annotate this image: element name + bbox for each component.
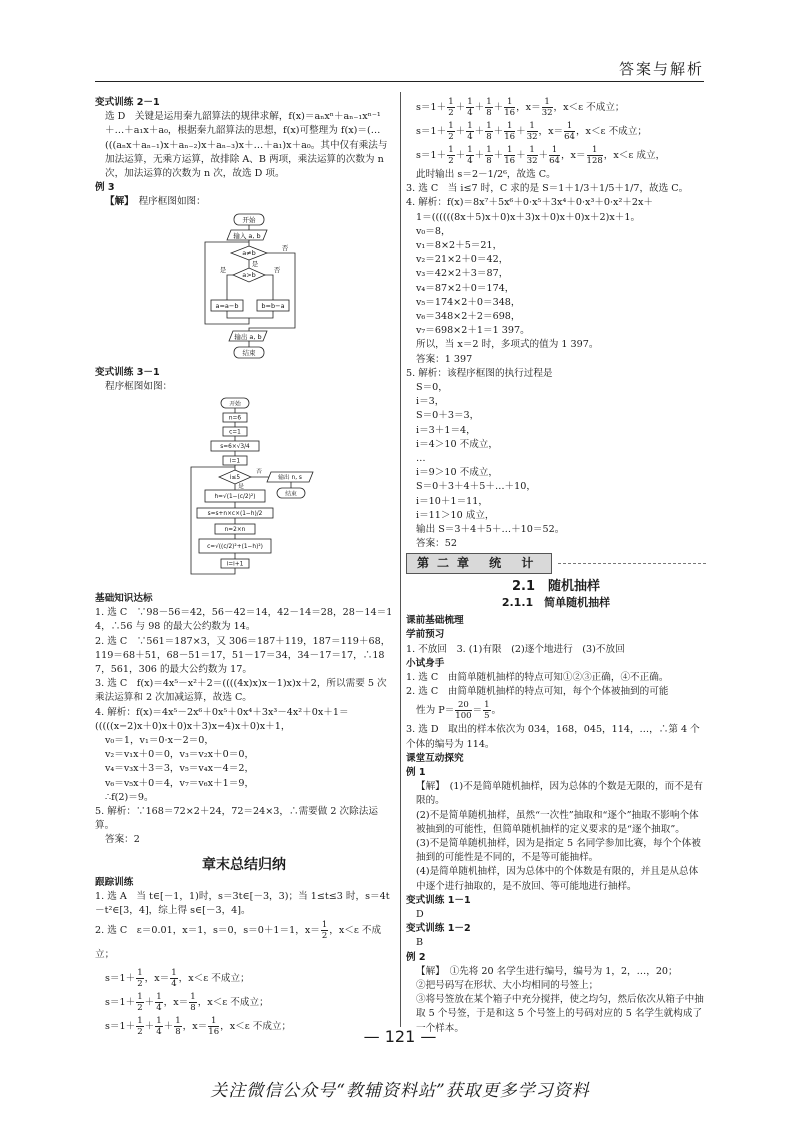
- fraction: $\frac{1}{4}$: [171, 967, 177, 989]
- header-rule: [95, 81, 704, 82]
- fraction: $\frac{1}{2}$: [137, 1015, 143, 1037]
- text-line: i＝3，: [416, 396, 445, 408]
- frac-num: 20: [455, 700, 471, 711]
- text-line: 1＝((((((8x＋5)x＋0)x＋3)x＋0)x＋0)x＋2)x＋1。: [416, 211, 641, 223]
- fraction: [455, 700, 471, 721]
- q1: 1. 选 C ∵98－56＝42，56－42＝14，42－14＝28，28－14＝14，∴56 与 98 的最大公约数为 14。: [95, 607, 393, 633]
- q4-line: ∴f(2)＝9。: [105, 791, 154, 803]
- q2: 2. 选 C ∵561＝187×3，又 306＝187＋119，187＝119＋68，119＝68＋51，68－51＝17，51－17＝34，34－17＝17，∴187，561，306 的最大公约数为 17。: [95, 635, 391, 676]
- flow2-out: 输出 n, s: [278, 475, 302, 482]
- chapter-bar: [406, 553, 706, 573]
- chapter-title: 第二章 统 计: [406, 553, 552, 573]
- fraction: $\frac{1}{2}$: [448, 121, 454, 142]
- v31-title: 变式训练 3－1: [95, 366, 160, 378]
- flow2-b1: n=6: [228, 415, 242, 422]
- text-line: S＝0＋3＋4＋5＋…＋10，: [416, 481, 536, 493]
- running-header: [95, 58, 704, 80]
- v12-answer: B: [416, 937, 424, 949]
- text-line: 输出 S＝3＋4＋5＋…＋10＝52。: [416, 524, 565, 536]
- text-line: v₆＝348×2＋2＝698，: [416, 311, 521, 323]
- s-line: s＝1＋ $\frac{1}{2}$ ＋ $\frac{1}{4}$ ＋ $\frac{1}{8}$ ＋ $\frac{1}{16}$ ，x＝ $\frac{1}{32}$ ，x＜ε 不成立；: [416, 97, 625, 118]
- fraction: $\frac{1}{16}$: [208, 1015, 220, 1037]
- v12-title: 变式训练 1－2: [406, 923, 471, 935]
- text-line: v₂＝21×2＋0＝42，: [416, 254, 509, 266]
- text-line: i＝10＋1＝11，: [416, 495, 488, 507]
- fraction: $\frac{1}{32}$: [541, 97, 553, 118]
- fraction: $\frac{1}{8}$: [486, 145, 492, 166]
- study-title: 学前预习: [406, 629, 445, 641]
- flow2-yes: 是: [238, 484, 244, 491]
- q4-line: v₄＝v₃x＋3＝3，v₅＝v₄x－4＝2，: [105, 763, 255, 775]
- fraction: $\frac{1}{4}$: [467, 121, 473, 142]
- s-line: s＝1＋ $\frac{1}{2}$ ＋ $\frac{1}{4}$ ＋ $\frac{1}{8}$ ＋ $\frac{1}{16}$ ＋ $\frac{1}{32}$ ，x＝ $\frac{1}{64}$ ，x＜ε 不成立；: [416, 121, 647, 142]
- flow2-end: 结束: [285, 491, 297, 498]
- flow2-b8: c=√((c/2)²+(1−h)²): [207, 544, 263, 551]
- flow2-b7: n=2×n: [224, 527, 246, 534]
- ex3-title: 例 3: [95, 182, 115, 194]
- try1: 1. 选 C 由简单随机抽样的特点可知①②③正确，④不正确。: [406, 671, 669, 683]
- t2-tail: ，x＜ε 不成立；: [95, 924, 382, 960]
- v31-text: 程序框图如图：: [105, 380, 173, 392]
- text-line: i＝4＞10 不成立，: [416, 438, 498, 450]
- text-line: v₅＝174×2＋0＝348，: [416, 296, 521, 308]
- subsection-title: 2.1.1 简单随机抽样: [501, 595, 611, 609]
- try2-formula: [406, 699, 706, 723]
- fraction: $\frac{1}{128}$: [586, 145, 603, 166]
- q5-answer: 答案：2: [105, 834, 140, 846]
- text-line: 所以，当 x＝2 时，多项式的值为 1 397。: [416, 339, 599, 351]
- chapter-rule: [558, 563, 706, 564]
- flow1-end: 结束: [242, 348, 256, 357]
- v11-title: 变式训练 1－1: [406, 894, 471, 906]
- text-line: v₃＝42×2＋3＝87，: [416, 268, 509, 280]
- text-line: S＝0，: [416, 382, 448, 394]
- fraction: $\frac{1}{16}$: [504, 97, 516, 118]
- fraction: $\frac{1}{16}$: [504, 121, 516, 142]
- out-line: 此时输出 s＝2－1/2⁶，故选 C。: [416, 169, 556, 180]
- q4-line: v₂＝v₁x＋0＝0，v₃＝v₂x＋0＝0，: [105, 749, 255, 761]
- ex3-line: [95, 195, 393, 209]
- ex1-line: (3)不是简单随机抽样，因为是指定 5 名同学参加比赛，每个个体被抽到的可能性是不同的，不是等可能抽样。: [416, 837, 701, 864]
- q5: 5. 解析：∵168＝72×2＋24，72＝24×3，∴需要做 2 次除法运算。: [95, 806, 378, 832]
- fraction: [483, 700, 490, 721]
- flow2-b9: i=i+1: [226, 561, 244, 568]
- q4-line: v₀＝1，v₁＝0·x－2＝0，: [105, 735, 214, 747]
- flow1-output: 输出 a, b: [234, 332, 262, 341]
- flow2-b4: i=1: [229, 458, 241, 465]
- flowchart-2: [95, 396, 393, 588]
- flowchart-1: [95, 212, 393, 362]
- flow2-b5: h=√(1−(c/2)²): [214, 494, 256, 501]
- s-line: s＝1＋ $\frac{1}{2}$ ，x＝ $\frac{1}{4}$ ，x＜ε 不成立；: [105, 967, 250, 989]
- text-line: v₁＝8×2＋5＝21，: [416, 240, 503, 252]
- footer-note: 关注微信公众号“教辅资料站”获取更多学习资料: [210, 1081, 590, 1101]
- text-line: v₄＝87×2＋0＝174，: [416, 282, 515, 294]
- fraction: $\frac{1}{16}$: [504, 145, 516, 166]
- flow1-yes2: 是: [219, 265, 227, 274]
- try2-p: 性为 P＝: [416, 705, 455, 717]
- left-column: [95, 96, 393, 1039]
- try2-head: 2. 选 C 由简单随机抽样的特点可知，每个个体被抽到的可能: [406, 686, 669, 698]
- fraction: $\frac{1}{2}$: [321, 919, 328, 941]
- text-line: v₇＝698×2＋1＝1 397。: [416, 325, 530, 337]
- r4-block: [406, 196, 706, 352]
- fraction: $\frac{1}{4}$: [467, 97, 473, 118]
- ex2-title: 例 2: [406, 951, 426, 963]
- header-title: 答案与解析: [618, 60, 704, 78]
- ex2-line: ②把号码写在形状、大小均相同的号签上；: [416, 979, 599, 991]
- fraction: $\frac{1}{4}$: [467, 145, 473, 166]
- v21-body: 选 D 关键是运用秦九韶算法的规律求解，f(x)＝aₙxⁿ＋aₙ₋₁xⁿ⁻¹＋…＋a₁x＋a₀，根据秦九韶算法的思想，f(x)可整理为 f(x)＝(…(((aₙx＋aₙ₋₁)x＋aₙ₋₂)x＋aₙ₋₃)x＋…＋a₁)x＋a₀。其中仅有乘法与加法运算，无乘方运算，故排除 A、B 两项，乘法运算的次数为 n 次，加法运算的次数为 n 次，故选 D 项。: [105, 111, 388, 180]
- q4-line: (((((x−2)x＋0)x＋0)x＋3)x−4)x＋0)x＋1，: [95, 720, 291, 732]
- q4-line: v₆＝v₅x＋0＝4，v₇＝v₆x＋1＝9，: [105, 777, 255, 789]
- frac-den: 100: [455, 711, 472, 722]
- right-column: [406, 96, 706, 1036]
- text-line: S＝0＋3＝3，: [416, 410, 480, 422]
- section-title: 2.1 随机抽样: [511, 578, 601, 594]
- r3: 3. 选 C 当 i≤7 时，C 求的是 S＝1＋1/3＋1/5＋1/7，故选 C。: [406, 183, 689, 195]
- flow2-b3: s=6×√3/4: [220, 444, 250, 451]
- fraction: $\frac{1}{8}$: [486, 97, 492, 118]
- fraction: $\frac{1}{8}$: [486, 121, 492, 142]
- r5-answer: 答案：52: [416, 538, 457, 550]
- chapter-summary-title: 章末总结归纳: [202, 856, 286, 873]
- fraction: $\frac{1}{64}$: [564, 121, 575, 142]
- flow1-assign2: b=b−a: [261, 301, 285, 310]
- flow1-start: 开始: [242, 215, 256, 224]
- ex3-text: 程序框图如图：: [138, 196, 206, 208]
- flow2-start: 开始: [229, 401, 241, 408]
- column-divider: [400, 92, 401, 1027]
- text-line: 5. 解析：该程序框图的执行过程是: [406, 367, 553, 379]
- fraction: $\frac{1}{2}$: [137, 967, 143, 989]
- try-title: 小试身手: [406, 657, 445, 669]
- flow1-input: 输入 a, b: [233, 231, 261, 240]
- flow1-assign1: a=a−b: [215, 301, 239, 310]
- s-line: s＝1＋ $\frac{1}{2}$ ＋ $\frac{1}{4}$ ＋ $\frac{1}{8}$ ，x＝ $\frac{1}{16}$ ，x＜ε 不成立；: [105, 1015, 292, 1037]
- text-line: i＝3＋1＝4，: [416, 424, 476, 436]
- fraction: $\frac{1}{8}$: [175, 1015, 181, 1037]
- text-line: v₀＝8，: [416, 225, 451, 237]
- flow2-b6: s=s+n×c×(1−h)/2: [207, 511, 263, 518]
- ex1-title: 例 1: [406, 766, 426, 778]
- q4-line: 4. 解析：f(x)＝4x⁵－2x⁶＋0x⁵＋0x⁴＋3x³－4x²＋0x＋1＝: [95, 706, 349, 718]
- s-line: s＝1＋ $\frac{1}{2}$ ＋ $\frac{1}{4}$ ，x＝ $\frac{1}{8}$ ，x＜ε 不成立；: [105, 991, 269, 1013]
- fraction: $\frac{1}{32}$: [526, 121, 538, 142]
- frac-den: 5: [484, 711, 490, 722]
- frac-num: 1: [484, 700, 490, 711]
- fraction: $\frac{1}{8}$: [190, 991, 196, 1013]
- ex3-jiexi: 【解】: [105, 196, 129, 208]
- r5-block: [406, 367, 706, 537]
- r4-answer: 答案：1 397: [416, 353, 473, 365]
- pre-title: 课前基础梳理: [406, 615, 464, 627]
- class-title: 课堂互动探究: [406, 752, 464, 764]
- text-line: …: [416, 453, 426, 465]
- ex1-line: (2)不是简单随机抽样，虽然“一次性”抽取和“逐个”抽取不影响个体被抽到的可能性，但简单随机抽样的定义要求的是“逐个抽取”。: [416, 809, 699, 835]
- page-number: — 121 —: [363, 1027, 437, 1046]
- ex1-line: 【解】 (1)不是简单随机抽样，因为总体的个数是无限的，而不是有限的。: [416, 781, 704, 807]
- right-s-lines: [406, 96, 706, 168]
- fraction: $\frac{1}{4}$: [156, 1015, 162, 1037]
- v21-title: 变式训练 2－1: [95, 97, 160, 108]
- t1: 1. 选 A 当 t∈[－1，1)时，s＝3t∈[－3，3)；当 1≤t≤3 时，s＝4t－t²∈[3，4]，综上得 s∈[－3，4]。: [95, 891, 390, 917]
- q3: 3. 选 C f(x)＝4x⁵－x²＋2＝((((4x)x)x－1)x)x＋2，所以需要 5 次乘法运算和 2 次加减运算，故选 C。: [95, 678, 387, 704]
- s-line: s＝1＋ $\frac{1}{2}$ ＋ $\frac{1}{4}$ ＋ $\frac{1}{8}$ ＋ $\frac{1}{16}$ ＋ $\frac{1}{32}$ ＋ $\frac{1}{64}$ ，x＝ $\frac{1}{128}$ ，x＜ε 成立，: [416, 145, 666, 166]
- fraction: $\frac{1}{2}$: [448, 145, 454, 166]
- fraction: $\frac{1}{64}$: [549, 145, 560, 166]
- flow1-cond1: a≠b: [242, 248, 256, 257]
- text-line: i＝11＞10 成立，: [416, 509, 495, 521]
- flow1-cond2: a>b: [242, 270, 256, 279]
- try3: 3. 选 D 取出的样本依次为 034，168，045，114，…，∴第 4 个个体的编号为 114。: [406, 724, 700, 750]
- ex2-line: ③将号签放在某个箱子中充分搅拌，使之均匀，然后依次从箱子中抽取 5 个号签，于是和这 5 个号签上的号码对应的 5 名学生就构成了一个样本。: [416, 994, 704, 1034]
- try2-end: 。: [491, 705, 502, 717]
- flow2-cond: i≤5: [229, 475, 241, 482]
- ex2-line: 【解】 ①先将 20 名学生进行编号，编号为 1，2，…，20；: [416, 965, 678, 977]
- v11-answer: D: [416, 908, 424, 920]
- fraction: $\frac{1}{32}$: [526, 145, 538, 166]
- try2-eq: ＝: [472, 705, 483, 717]
- text-line: 4. 解析：f(x)＝8x⁷＋5x⁶＋0·x⁵＋3x⁴＋0·x³＋0·x²＋2x＋: [406, 197, 654, 209]
- flow1-no2: 否: [273, 265, 281, 274]
- basic-title: 基础知识达标: [95, 593, 153, 605]
- text-line: i＝9＞10 不成立，: [416, 467, 498, 479]
- fraction: $\frac{1}{4}$: [156, 991, 162, 1013]
- t2-line: [95, 919, 393, 967]
- study-line: 1. 不放回 3. (1)有限 (2)逐个地进行 (3)不放回: [406, 643, 625, 655]
- fraction: $\frac{1}{2}$: [448, 97, 454, 118]
- flow2-b2: c=1: [229, 429, 241, 436]
- flow1-no: 否: [281, 243, 289, 252]
- fraction: $\frac{1}{2}$: [137, 991, 143, 1013]
- flow2-no: 否: [256, 469, 262, 476]
- track-title: 跟踪训练: [95, 876, 134, 888]
- ex1-line: (4)是简单随机抽样，因为总体中的个体数是有限的，并且是从总体中逐个进行抽取的，是不放回、等可能地进行抽样。: [416, 866, 699, 892]
- t2-head: 2. 选 C ε＝0.01，x＝1，s＝0，s＝0＋1＝1，x＝: [95, 924, 320, 936]
- flow1-yes: 是: [251, 259, 259, 268]
